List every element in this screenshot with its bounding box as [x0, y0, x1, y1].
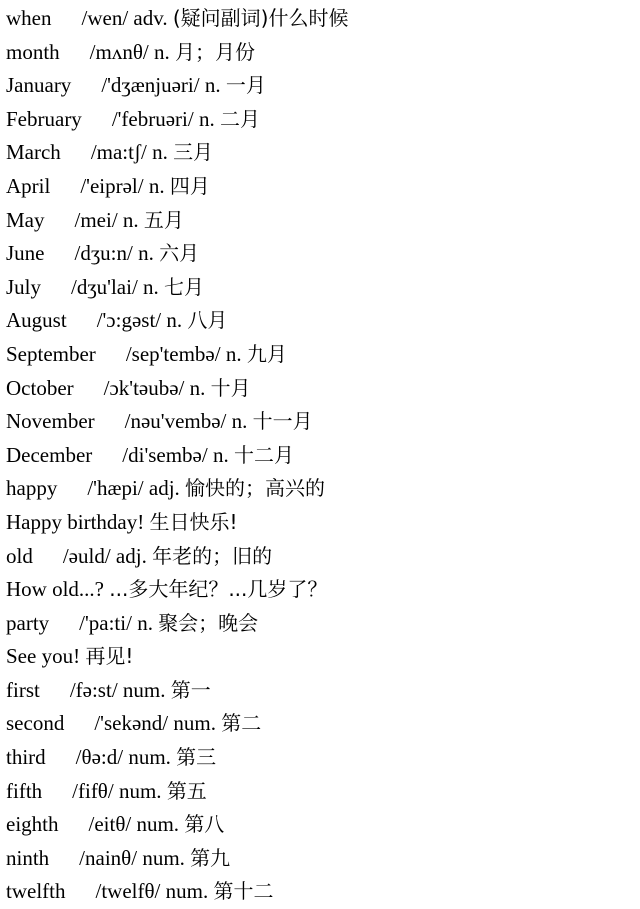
vocab-meaning: 二月: [219, 106, 260, 131]
vocab-phonetic: /fə:st/: [69, 677, 118, 702]
vocab-row: [6, 540, 634, 574]
vocab-phonetic: /ma:tʃ/: [90, 140, 147, 165]
vocab-phonetic: /di'sembə/: [122, 442, 208, 467]
vocab-phonetic: /əuld/: [62, 543, 111, 568]
vocab-row: [6, 338, 634, 372]
vocab-word: December: [6, 442, 93, 467]
vocab-row: [6, 372, 634, 406]
vocab-row: [6, 707, 634, 741]
vocab-word: month: [6, 39, 60, 64]
vocab-row: [6, 170, 634, 204]
vocab-word: March: [6, 140, 61, 165]
vocab-pos: num.: [173, 711, 216, 736]
vocab-pos: num.: [136, 812, 180, 837]
vocab-meaning: 再见!: [85, 644, 134, 669]
vocab-phonetic: /'eiprəl/: [80, 173, 144, 198]
vocab-pos: n.: [166, 308, 183, 333]
vocab-pos: n.: [152, 140, 168, 165]
vocab-row: [6, 2, 634, 36]
vocab-meaning: 六月: [159, 241, 200, 266]
vocab-phonetic: /dʒu'lai/: [71, 274, 138, 299]
vocab-word: twelfth: [6, 879, 66, 904]
vocab-word: Happy birthday!: [6, 509, 145, 534]
vocabulary-list: [6, 2, 634, 909]
vocab-word: third: [6, 745, 46, 770]
vocab-meaning: 三月: [173, 140, 214, 165]
vocab-meaning: 第九: [190, 845, 231, 870]
vocab-row: [6, 103, 634, 137]
vocab-pos: n.: [231, 409, 248, 434]
vocab-phonetic: /nəu'vembə/: [124, 409, 227, 434]
vocab-meaning: 七月: [164, 274, 205, 299]
vocab-pos: n.: [138, 241, 154, 266]
vocab-pos: n.: [225, 341, 242, 366]
vocab-pos: n.: [204, 73, 221, 98]
vocab-word: ninth: [6, 845, 50, 870]
vocab-word: June: [6, 241, 45, 266]
vocab-meaning: 第八: [184, 812, 225, 837]
vocab-row: [6, 36, 634, 70]
vocab-phonetic: /mʌnθ/: [89, 39, 149, 64]
vocab-phonetic: /fifθ/: [72, 778, 114, 803]
vocab-row: [6, 204, 634, 238]
vocab-phonetic: /sep'tembə/: [125, 341, 221, 366]
vocab-meaning: 生日快乐!: [149, 509, 238, 534]
vocab-phonetic: /wen/: [81, 6, 129, 30]
vocab-row: [6, 674, 634, 708]
vocab-meaning: 第十二: [213, 879, 274, 904]
vocab-meaning: 十二月: [233, 442, 294, 467]
vocab-meaning: 十月: [210, 375, 251, 400]
vocab-word: September: [6, 341, 96, 366]
vocab-meaning: 五月: [143, 207, 184, 232]
vocab-word: fifth: [6, 778, 43, 803]
vocab-pos: n.: [148, 173, 165, 198]
vocab-word: August: [6, 308, 67, 333]
vocab-phonetic: /'sekənd/: [94, 711, 169, 736]
vocab-pos: num.: [142, 845, 185, 870]
vocab-row: [6, 842, 634, 876]
vocab-phonetic: /nainθ/: [79, 845, 138, 870]
vocab-word: May: [6, 207, 45, 232]
vocab-word: second: [6, 711, 65, 736]
vocab-word: old: [6, 543, 33, 568]
vocab-pos: n.: [137, 610, 153, 635]
vocab-pos: n.: [198, 106, 215, 131]
vocab-row: [6, 607, 634, 641]
vocab-word: November: [6, 409, 95, 434]
vocab-meaning: 一月: [225, 73, 266, 98]
vocab-word: eighth: [6, 812, 59, 837]
vocab-row: [6, 405, 634, 439]
vocab-phonetic: /eitθ/: [88, 812, 132, 837]
vocab-row: [6, 741, 634, 775]
vocab-meaning: ...多大年纪？...几岁了？: [109, 577, 328, 602]
vocab-word: How old...?: [6, 577, 104, 602]
vocab-phonetic: /'februəri/: [111, 106, 194, 131]
vocab-meaning: 四月: [169, 173, 210, 198]
vocab-row: [6, 271, 634, 305]
vocab-row: [6, 472, 634, 506]
vocab-meaning: 第三: [176, 745, 217, 770]
vocab-phonetic: /'ɔ:gəst/: [96, 308, 162, 333]
vocab-row: [6, 808, 634, 842]
vocab-row: [6, 573, 634, 607]
vocab-phonetic: /'hæpi/: [87, 476, 144, 501]
vocab-phonetic: /mei/: [74, 207, 118, 232]
vocab-row: [6, 237, 634, 271]
vocab-word: first: [6, 677, 40, 702]
vocab-row: [6, 439, 634, 473]
vocab-word: happy: [6, 476, 58, 501]
vocab-phonetic: /dʒu:n/: [74, 241, 133, 266]
vocab-meaning: 第一: [170, 677, 211, 702]
vocab-pos: num.: [122, 677, 166, 702]
vocab-phonetic: /'dʒænjuəri/: [101, 73, 200, 98]
vocab-row: [6, 136, 634, 170]
vocab-pos: num.: [165, 879, 209, 904]
vocab-pos: adj.: [115, 543, 147, 568]
vocab-pos: num.: [118, 778, 162, 803]
vocab-word: when: [6, 6, 52, 30]
vocab-meaning: 八月: [187, 308, 228, 333]
vocab-meaning: 愉快的；高兴的: [185, 476, 326, 501]
vocab-meaning: 第二: [221, 711, 262, 736]
vocab-word: July: [6, 274, 42, 299]
vocab-pos: n.: [153, 39, 170, 64]
vocab-pos: n.: [189, 375, 206, 400]
vocab-pos: n.: [122, 207, 139, 232]
vocab-meaning: 九月: [246, 341, 287, 366]
vocab-meaning: 年老的；旧的: [152, 543, 273, 568]
vocab-row: [6, 775, 634, 809]
vocab-meaning: 月；月份: [174, 39, 255, 64]
vocab-word: April: [6, 173, 51, 198]
vocab-phonetic: /twelfθ/: [95, 879, 161, 904]
vocab-pos: n.: [143, 274, 159, 299]
vocab-pos: adv.: [133, 6, 168, 30]
vocab-word: January: [6, 73, 72, 98]
vocab-meaning: 聚会；晚会: [158, 610, 259, 635]
vocab-word: February: [6, 106, 82, 131]
vocab-row: [6, 506, 634, 540]
vocab-row: [6, 304, 634, 338]
vocab-pos: adj.: [148, 476, 180, 501]
vocab-row: [6, 69, 634, 103]
vocab-phonetic: /'pa:ti/: [79, 610, 132, 635]
vocab-phonetic: /ɔk'təubə/: [103, 375, 185, 400]
vocab-word: See you!: [6, 644, 81, 669]
vocab-meaning: 十一月: [252, 409, 313, 434]
vocab-pos: num.: [128, 745, 171, 770]
vocab-meaning: 第五: [166, 778, 207, 803]
vocab-word: October: [6, 375, 74, 400]
vocab-meaning: (疑问副词)什么时候: [172, 6, 349, 30]
vocab-row: [6, 640, 634, 674]
vocab-word: party: [6, 610, 50, 635]
vocab-phonetic: /θə:d/: [75, 745, 124, 770]
vocab-pos: n.: [212, 442, 229, 467]
